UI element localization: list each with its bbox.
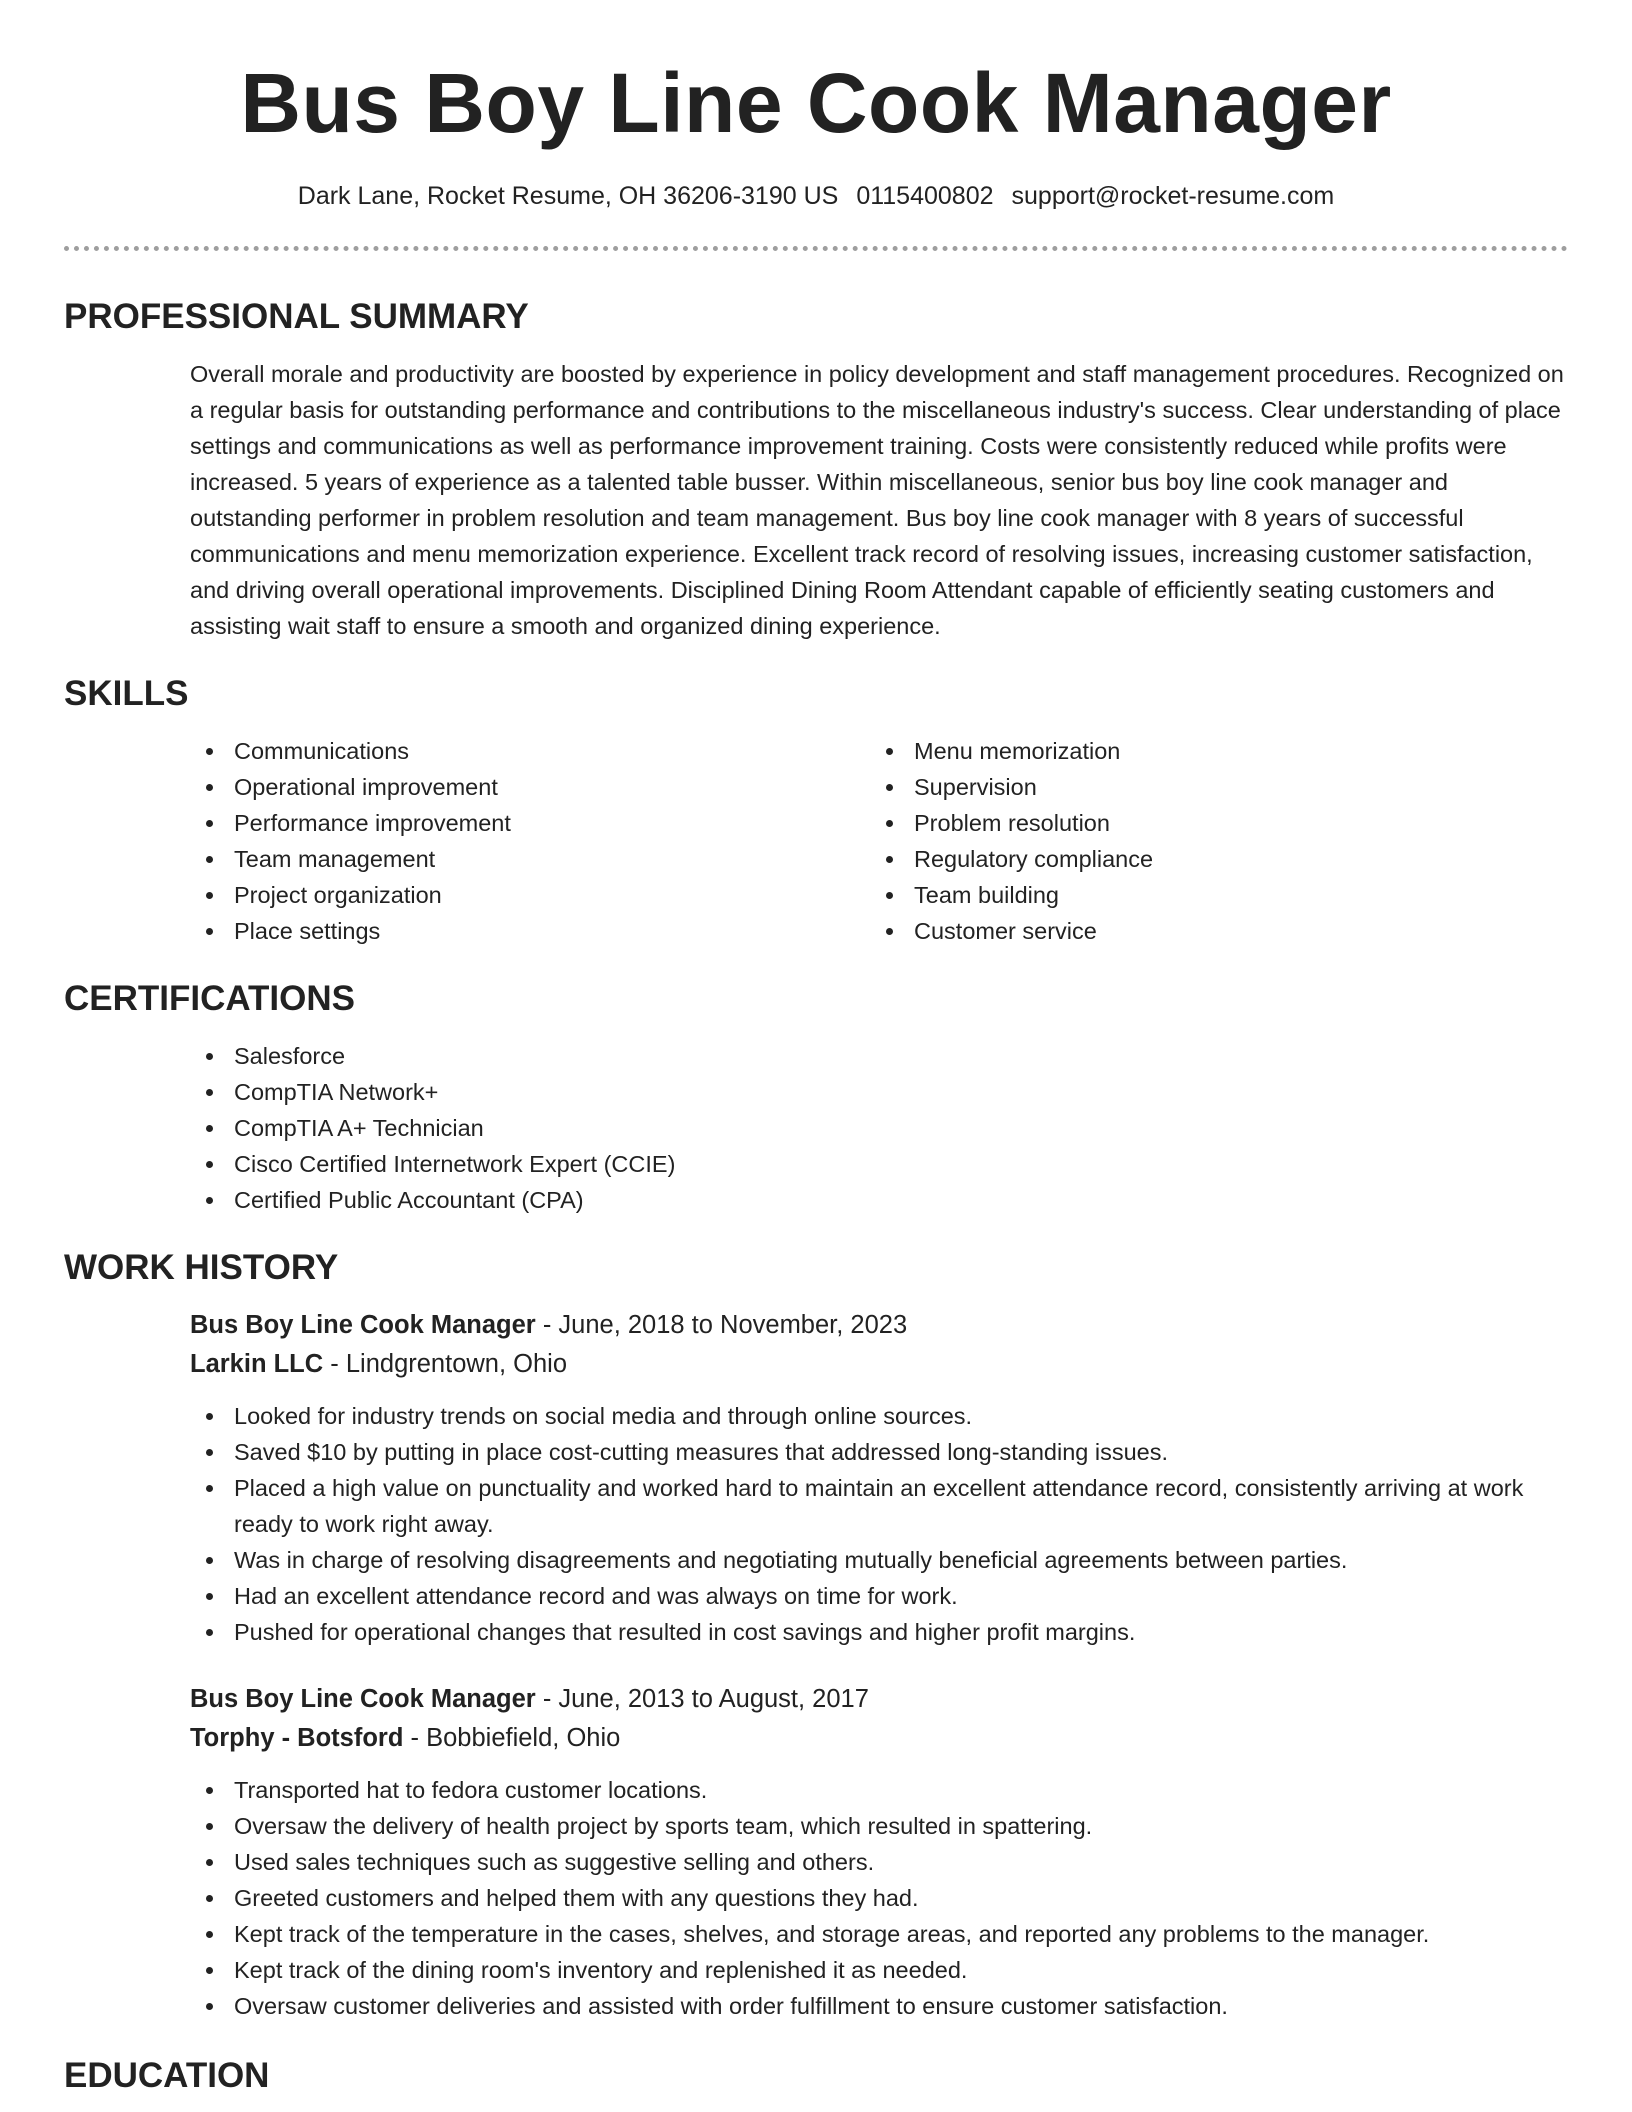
job-duty-item: Was in charge of resolving disagreements and negotiating mutually beneficial agreements between parties. [190, 1542, 1568, 1578]
certification-item: Salesforce [190, 1038, 1568, 1074]
job-position: Bus Boy Line Cook Manager [190, 1311, 536, 1339]
job-company: Larkin LLC [190, 1350, 324, 1378]
summary-heading: PROFESSIONAL SUMMARY [64, 297, 529, 336]
skill-item: Customer service [870, 913, 1550, 949]
job-duty-item: Kept track of the dining room's inventory and replenished it as needed. [190, 1952, 1568, 1988]
skill-item: Team building [870, 877, 1550, 913]
summary-section [190, 356, 1568, 644]
skill-item: Place settings [190, 913, 870, 949]
job-title-line: Bus Boy Line Cook Manager - June, 2013 to August, 2017 [190, 1685, 869, 1713]
job-entry [190, 1306, 1568, 1650]
job-duty-item: Oversaw customer deliveries and assisted with order fulfillment to ensure customer satisfaction. [190, 1988, 1568, 2024]
job-duty-item: Saved $10 by putting in place cost-cutting measures that addressed long-standing issues. [190, 1434, 1568, 1470]
skill-item: Supervision [870, 769, 1550, 805]
skills-section [190, 733, 1568, 949]
job-entry [190, 1680, 1568, 2024]
certification-item: Cisco Certified Internetwork Expert (CCIE) [190, 1146, 1568, 1182]
job-location: Bobbiefield, Ohio [426, 1724, 621, 1752]
certification-item: Certified Public Accountant (CPA) [190, 1182, 1568, 1218]
job-company-line: Larkin LLC - Lindgrentown, Ohio [190, 1350, 568, 1378]
job-duty-item: Kept track of the temperature in the cases, shelves, and storage areas, and reported any problems to the manager. [190, 1916, 1568, 1952]
resume-header [64, 0, 1568, 212]
job-duty-item: Looked for industry trends on social media and through online sources. [190, 1398, 1568, 1434]
work-history-heading: WORK HISTORY [64, 1248, 339, 1287]
skill-item: Communications [190, 733, 870, 769]
job-duty-item: Had an excellent attendance record and was always on time for work. [190, 1578, 1568, 1614]
contact-address: Dark Lane, Rocket Resume, OH 36206-3190 US [297, 182, 839, 210]
skill-item: Project organization [190, 877, 870, 913]
summary-text: Overall morale and productivity are boosted by experience in policy development and staff management procedures. Recognized on a regular basis for outstanding performance and contributions to the miscellaneous industry's success. Clear understanding of place settings and communications as well as performance improvement training. Costs were consistently reduced while profits were increased. 5 years of experience as a talented table busser. Within miscellaneous, senior bus boy line cook manager and outstanding performer in problem resolution and team management. Bus boy line cook manager with 8 years of successful communications and menu memorization experience. Excellent track record of resolving issues, increasing customer satisfaction, and driving overall operational improvements. Disciplined Dining Room Attendant capable of efficiently seating customers and assisting wait staff to ensure a smooth and organized dining experience. [190, 361, 1564, 639]
job-duty-item: Used sales techniques such as suggestive selling and others. [190, 1844, 1568, 1880]
skill-item: Problem resolution [870, 805, 1550, 841]
skill-item: Team management [190, 841, 870, 877]
skill-item: Performance improvement [190, 805, 870, 841]
skill-item: Menu memorization [870, 733, 1550, 769]
job-location: Lindgrentown, Ohio [345, 1350, 568, 1378]
candidate-name: Bus Boy Line Cook Manager [240, 56, 1392, 150]
job-duty-item: Placed a high value on punctuality and worked hard to maintain an excellent attendance record, consistently arriving at work ready to work right away. [190, 1470, 1568, 1542]
job-company-line: Torphy - Botsford - Bobbiefield, Ohio [190, 1724, 621, 1752]
skill-item: Regulatory compliance [870, 841, 1550, 877]
job-company: Torphy - Botsford [190, 1724, 404, 1752]
skills-heading: SKILLS [64, 674, 189, 713]
certifications-list [190, 1038, 1568, 1218]
contact-phone: 0115400802 [856, 182, 994, 210]
job-duty-item: Transported hat to fedora customer locations. [190, 1772, 1568, 1808]
job-title-line: Bus Boy Line Cook Manager - June, 2018 to November, 2023 [190, 1311, 908, 1339]
job-duty-item: Pushed for operational changes that resulted in cost savings and higher profit margins. [190, 1614, 1568, 1650]
skills-list-left [190, 733, 870, 949]
skill-item: Operational improvement [190, 769, 870, 805]
education-heading: EDUCATION [64, 2056, 270, 2095]
job-dates: June, 2018 to November, 2023 [558, 1311, 908, 1339]
certification-item: CompTIA A+ Technician [190, 1110, 1568, 1146]
header-divider [64, 246, 1568, 251]
job-duties-list [190, 1772, 1568, 2024]
job-duty-item: Greeted customers and helped them with any questions they had. [190, 1880, 1568, 1916]
certifications-heading: CERTIFICATIONS [64, 979, 356, 1018]
job-duties-list [190, 1398, 1568, 1650]
contact-email: support@rocket-resume.com [1011, 182, 1335, 210]
certification-item: CompTIA Network+ [190, 1074, 1568, 1110]
job-position: Bus Boy Line Cook Manager [190, 1685, 536, 1713]
certifications-section [190, 1038, 1568, 1218]
contact-info [64, 180, 1568, 212]
job-dates: June, 2013 to August, 2017 [558, 1685, 869, 1713]
skills-list-right [870, 733, 1550, 949]
job-duty-item: Oversaw the delivery of health project by sports team, which resulted in spattering. [190, 1808, 1568, 1844]
